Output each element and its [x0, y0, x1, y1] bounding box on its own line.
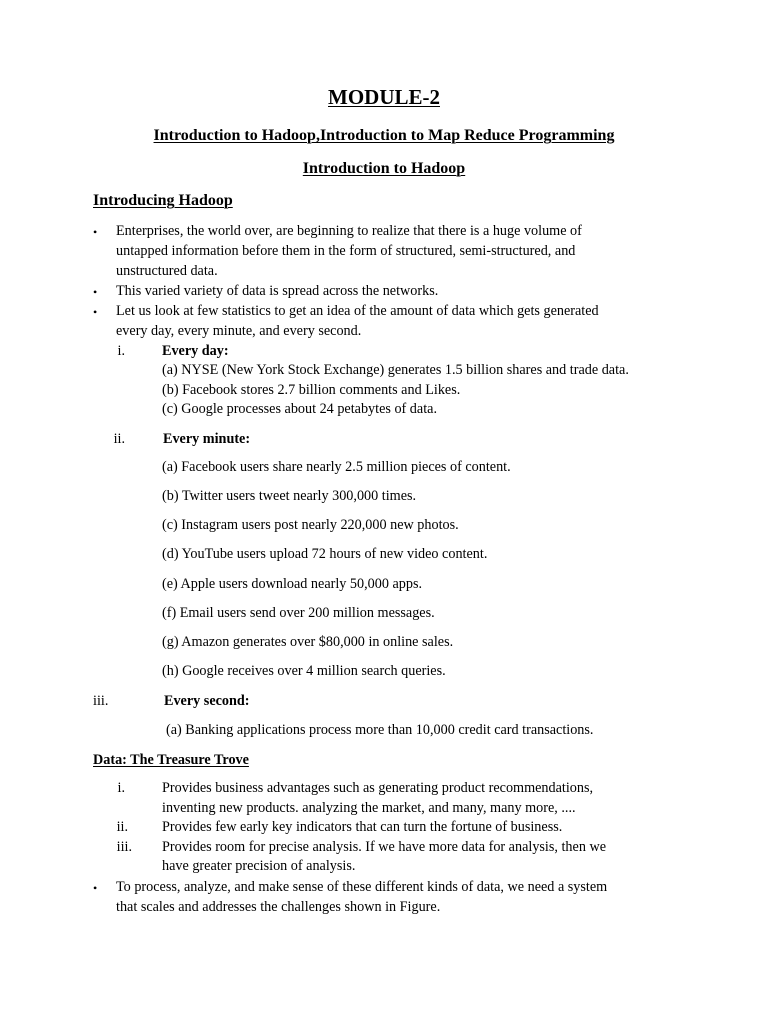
stat-item: (e) Apple users download nearly 50,000 apps.	[162, 576, 423, 592]
stats-heading: Every second:	[164, 693, 250, 709]
bullet-marker: •	[93, 881, 98, 895]
treasure-heading: Data: The Treasure Trove	[93, 752, 249, 768]
stats-heading: Every day:	[162, 343, 229, 359]
bullet-line: that scales and addresses the challenges shown in Figure.	[116, 899, 441, 915]
treasure-line: have greater precision of analysis.	[162, 858, 356, 874]
stat-item: (c) Instagram users post nearly 220,000 new photos.	[162, 517, 459, 533]
bullet-line: To process, analyze, and make sense of these different kinds of data, we need a system	[116, 879, 608, 895]
module-title: MODULE-2	[328, 85, 440, 109]
bullet-marker: •	[93, 225, 98, 239]
document-subtitle: Introduction to Hadoop,Introduction to Map Reduce Programming	[153, 127, 615, 144]
subsection-heading: Introducing Hadoop	[93, 192, 233, 209]
treasure-line: Provides room for precise analysis. If we have more data for analysis, then we	[162, 839, 607, 855]
bullet-marker: •	[93, 285, 98, 299]
stat-item: (f) Email users send over 200 million messages.	[162, 605, 435, 621]
roman-numeral: iii.	[116, 839, 132, 855]
roman-numeral: i.	[117, 343, 125, 359]
bullet-line: every day, every minute, and every second.	[116, 323, 362, 339]
roman-numeral: i.	[117, 780, 125, 796]
roman-numeral: ii.	[116, 819, 128, 835]
stat-item: (g) Amazon generates over $80,000 in online sales.	[162, 634, 454, 650]
bullet-line: untapped information before them in the form of structured, semi-structured, and	[116, 243, 576, 259]
stat-item: (a) Facebook users share nearly 2.5 million pieces of content.	[162, 459, 511, 475]
section-heading: Introduction to Hadoop	[302, 160, 466, 177]
stat-item: (a) Banking applications process more than 10,000 credit card transactions.	[166, 722, 594, 738]
roman-numeral: iii.	[93, 693, 109, 709]
treasure-line: Provides business advantages such as generating product recommendations,	[162, 780, 594, 796]
bullet-line: This varied variety of data is spread across the networks.	[116, 283, 439, 299]
stat-item: (c) Google processes about 24 petabytes of data.	[162, 401, 437, 417]
bullet-line: unstructured data.	[116, 263, 218, 279]
treasure-line: inventing new products. analyzing the market, and many, many more, ....	[162, 800, 576, 816]
stat-item: (b) Facebook stores 2.7 billion comments and Likes.	[162, 382, 461, 398]
stat-item: (d) YouTube users upload 72 hours of new video content.	[162, 546, 488, 562]
roman-numeral: ii.	[113, 431, 125, 447]
stat-item: (h) Google receives over 4 million search queries.	[162, 663, 446, 679]
bullet-marker: •	[93, 305, 98, 319]
treasure-line: Provides few early key indicators that can turn the fortune of business.	[162, 819, 563, 835]
stats-heading: Every minute:	[163, 431, 251, 447]
bullet-line: Let us look at few statistics to get an idea of the amount of data which gets generated	[116, 303, 599, 319]
bullet-line: Enterprises, the world over, are beginning to realize that there is a huge volume of	[116, 223, 582, 239]
stat-item: (a) NYSE (New York Stock Exchange) generates 1.5 billion shares and trade data.	[162, 362, 629, 378]
stat-item: (b) Twitter users tweet nearly 300,000 times.	[162, 488, 417, 504]
